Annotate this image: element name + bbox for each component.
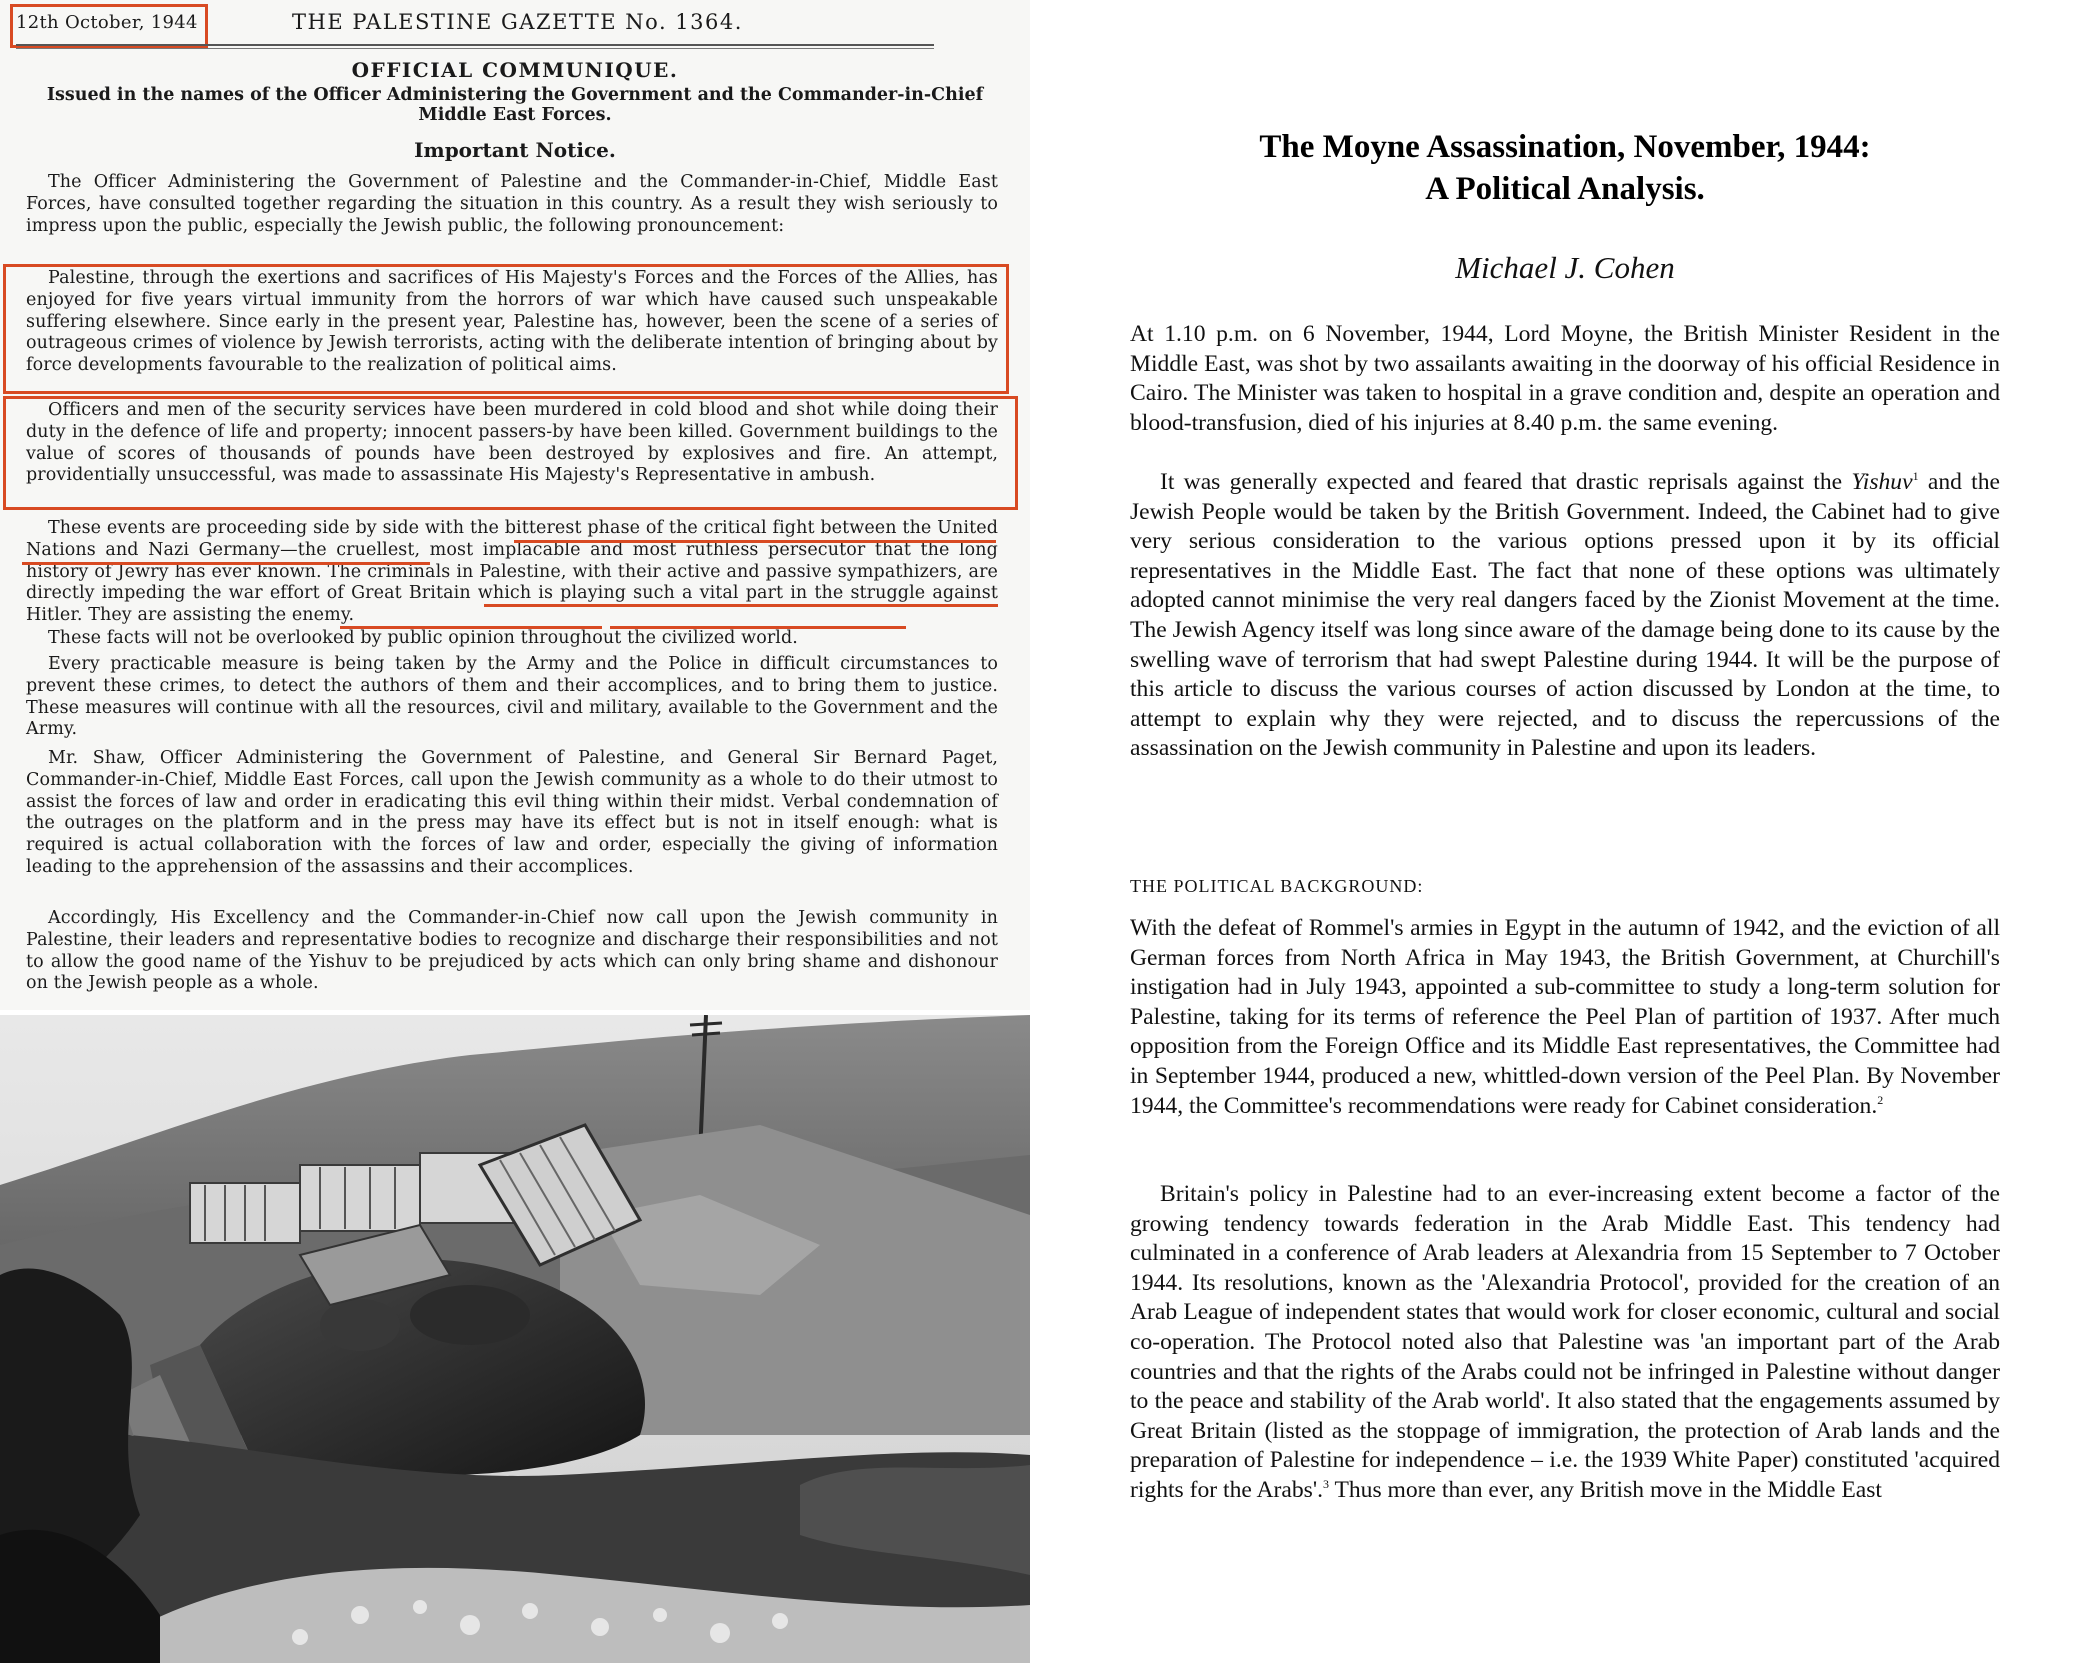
underline-assisting-enemy xyxy=(610,626,906,629)
article-paragraph-2 xyxy=(1130,468,2000,764)
highlight-box-paragraph-3 xyxy=(3,396,1018,510)
paragraph-4-end: Thus more than ever, any British move in the Middle East xyxy=(1328,1476,1882,1503)
header-rule-thin xyxy=(16,48,934,49)
paragraph-2-rest: and the Jewish People would be taken by the British Government. Indeed, the Cabinet had to give very serious consideration to the various options pressed upon it by its official representatives in the Middle East. The fact that none of these options was ultimately adopted cannot minimise the very real dangers faced by the Zionist Movement at the time. The Jewish Agency itself was long since aware of the damage being done to its cause by the swelling wave of terrorism that had swept Palestine during 1944. It will be the purpose of this article to discuss the various courses of action discussed by London at the time, to attempt to explain why they were rejected, and to discuss the repercussions of the assassination on the Jewish community in Palestine and upon its leaders. xyxy=(1130,469,2000,762)
underline-nazi-germany xyxy=(22,562,430,565)
underline-bitterest-phase xyxy=(514,540,996,543)
header-rule xyxy=(16,44,934,46)
highlight-box-paragraph-2 xyxy=(3,264,1009,394)
article-author: Michael J. Cohen xyxy=(1455,250,1675,285)
gazette-paragraph: These facts will not be overlooked by public opinion throughout the civilized world. xyxy=(48,628,798,648)
underline-war-effort xyxy=(484,604,998,607)
gazette-paragraph: These events are proceeding side by side with the bitterest phase of the critical fight between the United Nations and Nazi Germany—the cruellest, most implacable and most ruthless persecutor that the long history of Jewry has ever known. The criminals in Palestine, with their active and passive sympathizers, are directly impeding the war effort of Great Britain which is playing such a vital part in the struggle against Hitler. They are assisting the enemy. xyxy=(26,518,998,626)
communique-heading: OFFICIAL COMMUNIQUE. xyxy=(351,58,679,82)
article-paragraph-1: At 1.10 p.m. on 6 November, 1944, Lord Moyne, the British Minister Resident in the Middle East, was shot by two assailants awaiting in the doorway of his official Residence in Cairo. The Minister was taken to hospital in a grave condition and, despite an operation and blood-transfusion, died of his injuries at 8.40 p.m. the same evening. xyxy=(1130,321,2000,436)
photo-illustration xyxy=(0,1015,1030,1663)
gazette-paragraph: Palestine, through the exertions and sacrifices of His Majesty's Forces and the Forces of the Allies, has enjoyed for five years virtual immunity from the horrors of war which have caused such unspeakable suffering elsewhere. Since early in the present year, Palestine has, however, been the scene of a series of outrageous crimes of violence by Jewish terrorists, acting with the deliberate intention of bringing about by force developments favourable to the realization of political aims. xyxy=(26,268,998,376)
gazette-paragraph: Every practicable measure is being taken by the Army and the Police in difficult circumstances to prevent these crimes, to detect the authors of them and their accomplices, and to bring them to justice. These measures will continue with all the resources, civil and military, available to the Government and the Army. xyxy=(26,654,998,740)
article-page xyxy=(1130,0,2000,1663)
issued-by-line-2: Middle East Forces. xyxy=(418,105,612,125)
footnote-marker-3: 3 xyxy=(1322,1477,1329,1492)
article-paragraph-3 xyxy=(1130,914,2000,1121)
paragraph-4-text: Britain's policy in Palestine had to an ever-increasing extent become a factor of the growing tendency towards federation in the Arab Middle East. This tendency had culminated in a conference of Arab leaders at Alexandria from 15 September to 7 October 1944. Its resolutions, known as the 'Alexandria Protocol', provided for the creation of an Arab League of independent states that would work for closer economic, cultural and social co-operation. The Protocol noted also that Palestine was 'an important part of the Arab countries and that the rights of the Arabs could not be infringed in Palestine without danger to the peace and stability of the Arab world'. It also stated that the engagements assumed by Great Britain (listed as the stoppage of immigration, the protection of Arab lands and the preparation of Palestine for independence – i.e. the 1939 White Paper) constituted 'acquired rights for the Arabs'. xyxy=(1130,1181,2000,1503)
paragraph-3-text: With the defeat of Rommel's armies in Egypt in the autumn of 1942, and the eviction of all German forces from North Africa in May 1943, the British Government, at Churchill's instigation had in July 1943, appointed a sub-committee to study a long-term solution for Palestine, taking for its terms of reference the Peel Plan of partition of 1937. After much opposition from the Foreign Office and its Middle East representatives, the Committee had in September 1944, produced a new, whittled-down version of the Peel Plan. By November 1944, the Committee's recommendations were ready for Cabinet consideration. xyxy=(1130,915,2000,1119)
gazette-date: 12th October, 1944 xyxy=(16,12,198,33)
section-heading: THE POLITICAL BACKGROUND: xyxy=(1130,876,1424,896)
article-paragraph-4 xyxy=(1130,1180,2000,1506)
issued-by-line-1: Issued in the names of the Officer Administering the Government and the Commander-in-Chief xyxy=(46,85,984,105)
underline-struggle-hitler xyxy=(340,626,602,629)
article-title xyxy=(1130,126,2000,210)
derailed-train-photo xyxy=(0,1015,1030,1663)
footnote-marker-2: 2 xyxy=(1877,1092,1884,1107)
gazette-paragraph: Accordingly, His Excellency and the Commander-in-Chief now call upon the Jewish community in Palestine, their leaders and representative bodies to recognize and discharge their responsibilities and not to allow the good name of the Yishuv to be prejudiced by acts which can only bring shame and dishonour on the Jewish people as a whole. xyxy=(26,908,998,994)
yishuv-term: Yishuv xyxy=(1851,469,1913,495)
footnote-marker-1: 1 xyxy=(1912,469,1919,484)
notice-heading: Important Notice. xyxy=(414,138,616,162)
gazette-page xyxy=(0,0,1030,1010)
gazette-paragraph: Mr. Shaw, Officer Administering the Government of Palestine, and General Sir Bernard Paget, Commander-in-Chief, Middle East Forces, call upon the Jewish community as a whole to do their utmost to assist the forces of law and order in eradicating this evil thing within their midst. Verbal condemnation of the outrages on the platform and in the press may have its effect but is not in itself enough: what is required is actual collaboration with the forces of law and order, especially the giving of information leading to the apprehension of the assassins and their accomplices. xyxy=(26,748,998,877)
article-title-line-1: The Moyne Assassination, November, 1944: xyxy=(1259,129,1871,165)
gazette-title: THE PALESTINE GAZETTE No. 1364. xyxy=(292,10,743,34)
gazette-paragraph: The Officer Administering the Government of Palestine and the Commander-in-Chief, Middle East Forces, have consulted together regarding the situation in this country. As a result they wish seriously to impress upon the public, especially the Jewish public, the following pronouncement: xyxy=(26,172,998,236)
article-title-line-2: A Political Analysis. xyxy=(1425,171,1705,207)
gazette-paragraph: Officers and men of the security services have been murdered in cold blood and shot while doing their duty in the defence of life and property; innocent passers-by have been killed. Government buildings to the value of scores of thousands of pounds have been destroyed by explosives and fire. An attempt, providentially unsuccessful, was made to assassinate His Majesty's Representative in ambush. xyxy=(26,400,998,486)
paragraph-2-start: It was generally expected and feared that drastic reprisals against the xyxy=(1160,469,1852,495)
date-highlight-box xyxy=(10,4,208,48)
